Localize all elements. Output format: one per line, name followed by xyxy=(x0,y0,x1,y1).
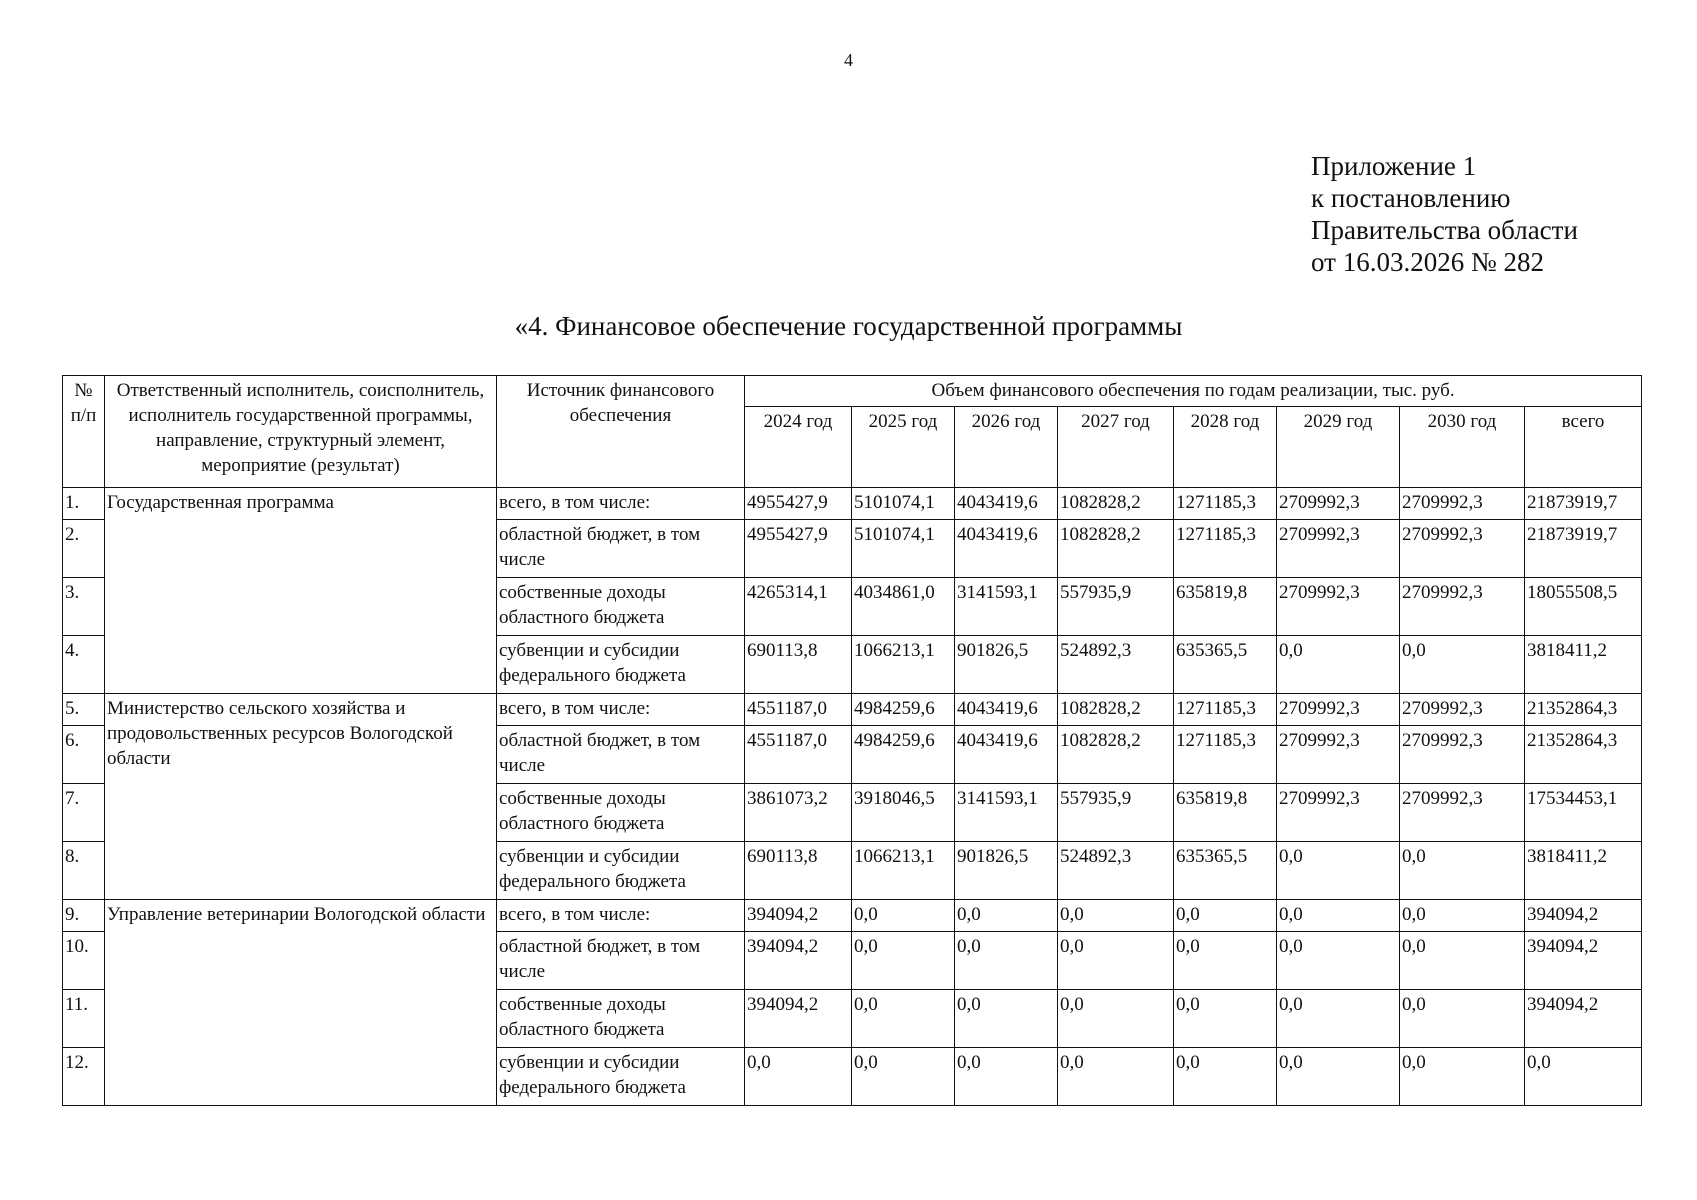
total-value-cell: 21352864,3 xyxy=(1525,694,1642,726)
year-value-cell: 2709992,3 xyxy=(1400,726,1525,784)
year-value-cell: 901826,5 xyxy=(955,842,1058,900)
year-value-cell: 524892,3 xyxy=(1058,842,1174,900)
year-value-cell: 635819,8 xyxy=(1174,578,1277,636)
year-value-cell: 635365,5 xyxy=(1174,636,1277,694)
year-value-cell: 0,0 xyxy=(852,1048,955,1106)
year-value-cell: 3861073,2 xyxy=(745,784,852,842)
year-value-cell: 0,0 xyxy=(955,932,1058,990)
year-value-cell: 0,0 xyxy=(1277,900,1400,932)
row-number: 6. xyxy=(63,726,105,784)
year-value-cell: 1271185,3 xyxy=(1174,520,1277,578)
col-header-year: 2028 год xyxy=(1174,407,1277,488)
appendix-line: Приложение 1 xyxy=(1311,151,1477,181)
year-value-cell: 1082828,2 xyxy=(1058,488,1174,520)
year-value-cell: 2709992,3 xyxy=(1400,488,1525,520)
total-value-cell: 394094,2 xyxy=(1525,990,1642,1048)
year-value-cell: 2709992,3 xyxy=(1400,578,1525,636)
source-cell: областной бюджет, в том числе xyxy=(497,726,745,784)
year-value-cell: 0,0 xyxy=(1174,990,1277,1048)
year-value-cell: 0,0 xyxy=(1277,1048,1400,1106)
row-number: 9. xyxy=(63,900,105,932)
total-value-cell: 21873919,7 xyxy=(1525,520,1642,578)
col-header-executor: Ответственный исполнитель, соисполнитель, исполнитель государственной программы, направление, структурный элемент, мероприятие (результат) xyxy=(105,376,497,488)
col-header-year: 2030 год xyxy=(1400,407,1525,488)
year-value-cell: 0,0 xyxy=(1400,1048,1525,1106)
total-value-cell: 0,0 xyxy=(1525,1048,1642,1106)
year-value-cell: 394094,2 xyxy=(745,900,852,932)
year-value-cell: 0,0 xyxy=(1400,932,1525,990)
executor-cell: Управление ветеринарии Вологодской области xyxy=(105,900,497,1106)
page-number: 4 xyxy=(844,50,853,70)
year-value-cell: 2709992,3 xyxy=(1277,488,1400,520)
year-value-cell: 690113,8 xyxy=(745,636,852,694)
year-value-cell: 557935,9 xyxy=(1058,578,1174,636)
row-number: 5. xyxy=(63,694,105,726)
source-cell: всего, в том числе: xyxy=(497,694,745,726)
total-value-cell: 17534453,1 xyxy=(1525,784,1642,842)
year-value-cell: 4034861,0 xyxy=(852,578,955,636)
row-number: 11. xyxy=(63,990,105,1048)
source-cell: собственные доходы областного бюджета xyxy=(497,578,745,636)
executor-cell: Министерство сельского хозяйства и продовольственных ресурсов Вологодской области xyxy=(105,694,497,900)
year-value-cell: 0,0 xyxy=(1058,932,1174,990)
source-cell: всего, в том числе: xyxy=(497,900,745,932)
section-title: «4. Финансовое обеспечение государственной программы xyxy=(514,311,1183,341)
year-value-cell: 0,0 xyxy=(1400,990,1525,1048)
year-value-cell: 1066213,1 xyxy=(852,842,955,900)
year-value-cell: 394094,2 xyxy=(745,990,852,1048)
year-value-cell: 1082828,2 xyxy=(1058,694,1174,726)
col-header-year: 2024 год xyxy=(745,407,852,488)
year-value-cell: 0,0 xyxy=(852,990,955,1048)
col-header-volume: Объем финансового обеспечения по годам реализации, тыс. руб. xyxy=(745,376,1642,407)
year-value-cell: 1271185,3 xyxy=(1174,694,1277,726)
year-value-cell: 3918046,5 xyxy=(852,784,955,842)
financing-table xyxy=(62,375,1642,1106)
row-number: 12. xyxy=(63,1048,105,1106)
year-value-cell: 0,0 xyxy=(955,900,1058,932)
year-value-cell: 0,0 xyxy=(955,1048,1058,1106)
executor-cell: Государственная программа xyxy=(105,488,497,694)
year-value-cell: 2709992,3 xyxy=(1277,578,1400,636)
row-number: 8. xyxy=(63,842,105,900)
year-value-cell: 0,0 xyxy=(1174,1048,1277,1106)
col-header-year: 2027 год xyxy=(1058,407,1174,488)
table-row xyxy=(63,694,1642,726)
table-row xyxy=(63,900,1642,932)
total-value-cell: 3818411,2 xyxy=(1525,842,1642,900)
year-value-cell: 4955427,9 xyxy=(745,520,852,578)
year-value-cell: 0,0 xyxy=(955,990,1058,1048)
col-header-source: Источник финансового обеспечения xyxy=(497,376,745,488)
year-value-cell: 0,0 xyxy=(1400,636,1525,694)
year-value-cell: 0,0 xyxy=(1058,1048,1174,1106)
year-value-cell: 2709992,3 xyxy=(1277,520,1400,578)
year-value-cell: 2709992,3 xyxy=(1400,520,1525,578)
row-number: 4. xyxy=(63,636,105,694)
year-value-cell: 4984259,6 xyxy=(852,694,955,726)
year-value-cell: 4265314,1 xyxy=(745,578,852,636)
year-value-cell: 0,0 xyxy=(1277,636,1400,694)
row-number: 7. xyxy=(63,784,105,842)
year-value-cell: 0,0 xyxy=(1174,900,1277,932)
year-value-cell: 2709992,3 xyxy=(1277,694,1400,726)
year-value-cell: 0,0 xyxy=(1174,932,1277,990)
year-value-cell: 5101074,1 xyxy=(852,520,955,578)
year-value-cell: 4551187,0 xyxy=(745,694,852,726)
year-value-cell: 394094,2 xyxy=(745,932,852,990)
total-value-cell: 394094,2 xyxy=(1525,900,1642,932)
year-value-cell: 0,0 xyxy=(1277,932,1400,990)
year-value-cell: 4043419,6 xyxy=(955,726,1058,784)
year-value-cell: 0,0 xyxy=(852,932,955,990)
table-row xyxy=(63,488,1642,520)
year-value-cell: 0,0 xyxy=(852,900,955,932)
year-value-cell: 4955427,9 xyxy=(745,488,852,520)
year-value-cell: 0,0 xyxy=(1277,842,1400,900)
source-cell: собственные доходы областного бюджета xyxy=(497,990,745,1048)
year-value-cell: 4984259,6 xyxy=(852,726,955,784)
year-value-cell: 4551187,0 xyxy=(745,726,852,784)
year-value-cell: 0,0 xyxy=(1400,900,1525,932)
year-value-cell: 1082828,2 xyxy=(1058,520,1174,578)
year-value-cell: 557935,9 xyxy=(1058,784,1174,842)
year-value-cell: 1271185,3 xyxy=(1174,726,1277,784)
source-cell: областной бюджет, в том числе xyxy=(497,932,745,990)
source-cell: областной бюджет, в том числе xyxy=(497,520,745,578)
source-cell: собственные доходы областного бюджета xyxy=(497,784,745,842)
year-value-cell: 3141593,1 xyxy=(955,578,1058,636)
year-value-cell: 1271185,3 xyxy=(1174,488,1277,520)
col-header-year: 2025 год xyxy=(852,407,955,488)
appendix-block xyxy=(1311,150,1578,278)
year-value-cell: 2709992,3 xyxy=(1400,694,1525,726)
source-cell: субвенции и субсидии федерального бюджета xyxy=(497,842,745,900)
total-value-cell: 3818411,2 xyxy=(1525,636,1642,694)
total-value-cell: 18055508,5 xyxy=(1525,578,1642,636)
appendix-line: от 16.03.2026 № 282 xyxy=(1311,247,1544,277)
source-cell: всего, в том числе: xyxy=(497,488,745,520)
year-value-cell: 4043419,6 xyxy=(955,694,1058,726)
row-number: 2. xyxy=(63,520,105,578)
year-value-cell: 0,0 xyxy=(745,1048,852,1106)
year-value-cell: 2709992,3 xyxy=(1277,784,1400,842)
col-header-year: 2026 год xyxy=(955,407,1058,488)
year-value-cell: 3141593,1 xyxy=(955,784,1058,842)
col-header-num: № п/п xyxy=(63,376,105,488)
year-value-cell: 0,0 xyxy=(1058,900,1174,932)
appendix-line: Правительства области xyxy=(1311,215,1578,245)
year-value-cell: 1082828,2 xyxy=(1058,726,1174,784)
row-number: 3. xyxy=(63,578,105,636)
year-value-cell: 690113,8 xyxy=(745,842,852,900)
year-value-cell: 2709992,3 xyxy=(1277,726,1400,784)
year-value-cell: 901826,5 xyxy=(955,636,1058,694)
total-value-cell: 21873919,7 xyxy=(1525,488,1642,520)
col-header-year: 2029 год xyxy=(1277,407,1400,488)
year-value-cell: 524892,3 xyxy=(1058,636,1174,694)
year-value-cell: 0,0 xyxy=(1400,842,1525,900)
row-number: 1. xyxy=(63,488,105,520)
total-value-cell: 21352864,3 xyxy=(1525,726,1642,784)
row-number: 10. xyxy=(63,932,105,990)
table-body xyxy=(63,488,1642,1106)
year-value-cell: 635365,5 xyxy=(1174,842,1277,900)
source-cell: субвенции и субсидии федерального бюджета xyxy=(497,1048,745,1106)
year-value-cell: 0,0 xyxy=(1277,990,1400,1048)
year-value-cell: 2709992,3 xyxy=(1400,784,1525,842)
year-value-cell: 1066213,1 xyxy=(852,636,955,694)
source-cell: субвенции и субсидии федерального бюджета xyxy=(497,636,745,694)
year-value-cell: 5101074,1 xyxy=(852,488,955,520)
total-value-cell: 394094,2 xyxy=(1525,932,1642,990)
year-value-cell: 4043419,6 xyxy=(955,488,1058,520)
year-value-cell: 0,0 xyxy=(1058,990,1174,1048)
year-value-cell: 635819,8 xyxy=(1174,784,1277,842)
year-value-cell: 4043419,6 xyxy=(955,520,1058,578)
col-header-total: всего xyxy=(1525,407,1642,488)
appendix-line: к постановлению xyxy=(1311,183,1511,213)
